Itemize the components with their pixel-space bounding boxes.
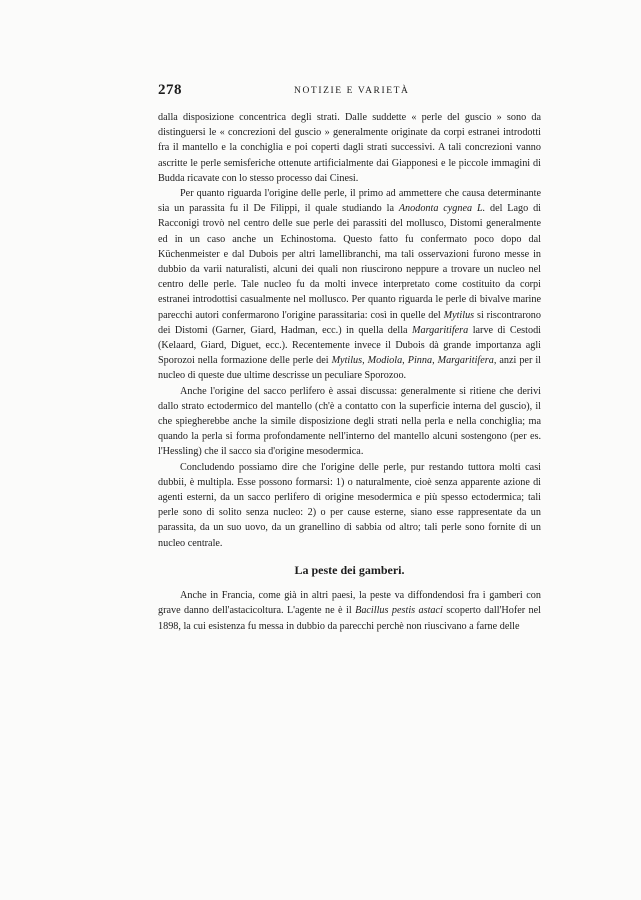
paragraph-3 [158, 384, 541, 460]
text-run: Anche l'origine del sacco perlifero è assai discussa: generalmente si ritiene che derivi dallo strato ectodermico del mantello (ch'è a contatto con la superficie interna del guscio), il che spiegherebbe anche la simile disposizione degli strati nella perla e nella conchiglia; ma quando la perla si forma profondamente nell'interno del mantello alcuni sostengono (per es. l'Hessling) che il sacco sia d'origine mesodermica. [158, 385, 541, 458]
section-paragraph-1 [158, 588, 541, 634]
text-run: scoperto dall'Hofer nel 1898, la cui esistenza fu messa in dubbio da parecchi perchè non riuscivano a farne delle [158, 605, 542, 632]
text-run: larve di Cestodi (Kelaard, Giard, Diguet, ecc.). Recentemente invece il Dubois dà grande importanza agli Sporozoi nella formazione delle perle dei [158, 324, 541, 367]
text-run: Anche in Francia, come già in altri paesi, la peste va diffondendosi fra i gamberi con grave danno dell'astacicoltura. L'agente ne è il [158, 590, 541, 617]
italic-run: Bacillus pestis astaci [355, 605, 443, 617]
page-number: 278 [158, 82, 182, 98]
paragraph-1 [158, 110, 541, 186]
text-run: anzi per il nucleo di queste due ultime descrisse un peculiare Sporozoo. [158, 355, 541, 382]
page [158, 82, 541, 634]
italic-run: Mytilus [443, 309, 475, 321]
italic-run: Mytilus, Modiola, Pinna, Margaritifera, [331, 355, 497, 367]
italic-run: Margaritifera [412, 324, 469, 336]
page-header [158, 82, 541, 104]
paragraph-2 [158, 186, 541, 384]
text-run: dalla disposizione concentrica degli strati. Dalle suddette « perle del guscio » sono da distinguersi le « concrezioni del guscio » generalmente originate da corpi estranei introdotti fra il mantello e la conchiglia e poi coperti dagli strati successivi. A tali concrezioni vanno ascritte le perle semisferiche ottenute artificialmente dai Giapponesi e le piccole immagini di Budda ricavate con lo stesso processo dai Cinesi. [158, 112, 541, 184]
text-run: Concludendo possiamo dire che l'origine delle perle, pur restando tuttora molti casi dubbii, è multipla. Esse possono formarsi: 1) o naturalmente, cioè senza apparente azione di agenti esterni, da un sacco perlifero di origine mesodermica e più spesso ectodermica; tali perle sono di solito senza nucleo: 2) o per cause esterne, siano esse rappresentate da un parassita, da un suo uovo, da un granellino di sabbia od altro; tali perle sono fornite di un nucleo centrale. [158, 461, 541, 549]
paragraph-4 [158, 460, 541, 551]
text-run: del Lago di Racconigi trovò nel centro delle sue perle dei parassiti del mollusco, Distomi generalmente ed in un caso anche un Echinostoma. Questo fatto fu confermato poco dopo dal Küchenmeister e dal Dubois per altri lamellibranchi, ma tali osservazioni furono messe in dubbio da varii naturalisti, alcuni dei quali non riuscirono neppure a trovare un nucleo nel centro delle perle. Tale nucleo fu da molti invece interpretato come costituito da corpi estranei introdottisi casualmente nel mollusco. Per quanto riguarda le perle di bivalve marine parecchi autori confermarono l'origine parassitaria: così in quelle del [158, 203, 541, 321]
text-run: Per quanto riguarda l'origine delle perle, il primo ad ammettere che causa determinante sia un parassita fu il De Filippi, il quale studiando la [158, 188, 541, 215]
section-title: La peste dei gamberi. [294, 562, 405, 577]
italic-run: Anodonta cygnea L. [398, 203, 486, 215]
text-run: si riscontrarono dei Distomi (Garner, Giard, Hadman, ecc.) in quella della [158, 309, 541, 336]
running-head: NOTIZIE E VARIETÀ [294, 86, 410, 96]
body-text [158, 110, 541, 634]
